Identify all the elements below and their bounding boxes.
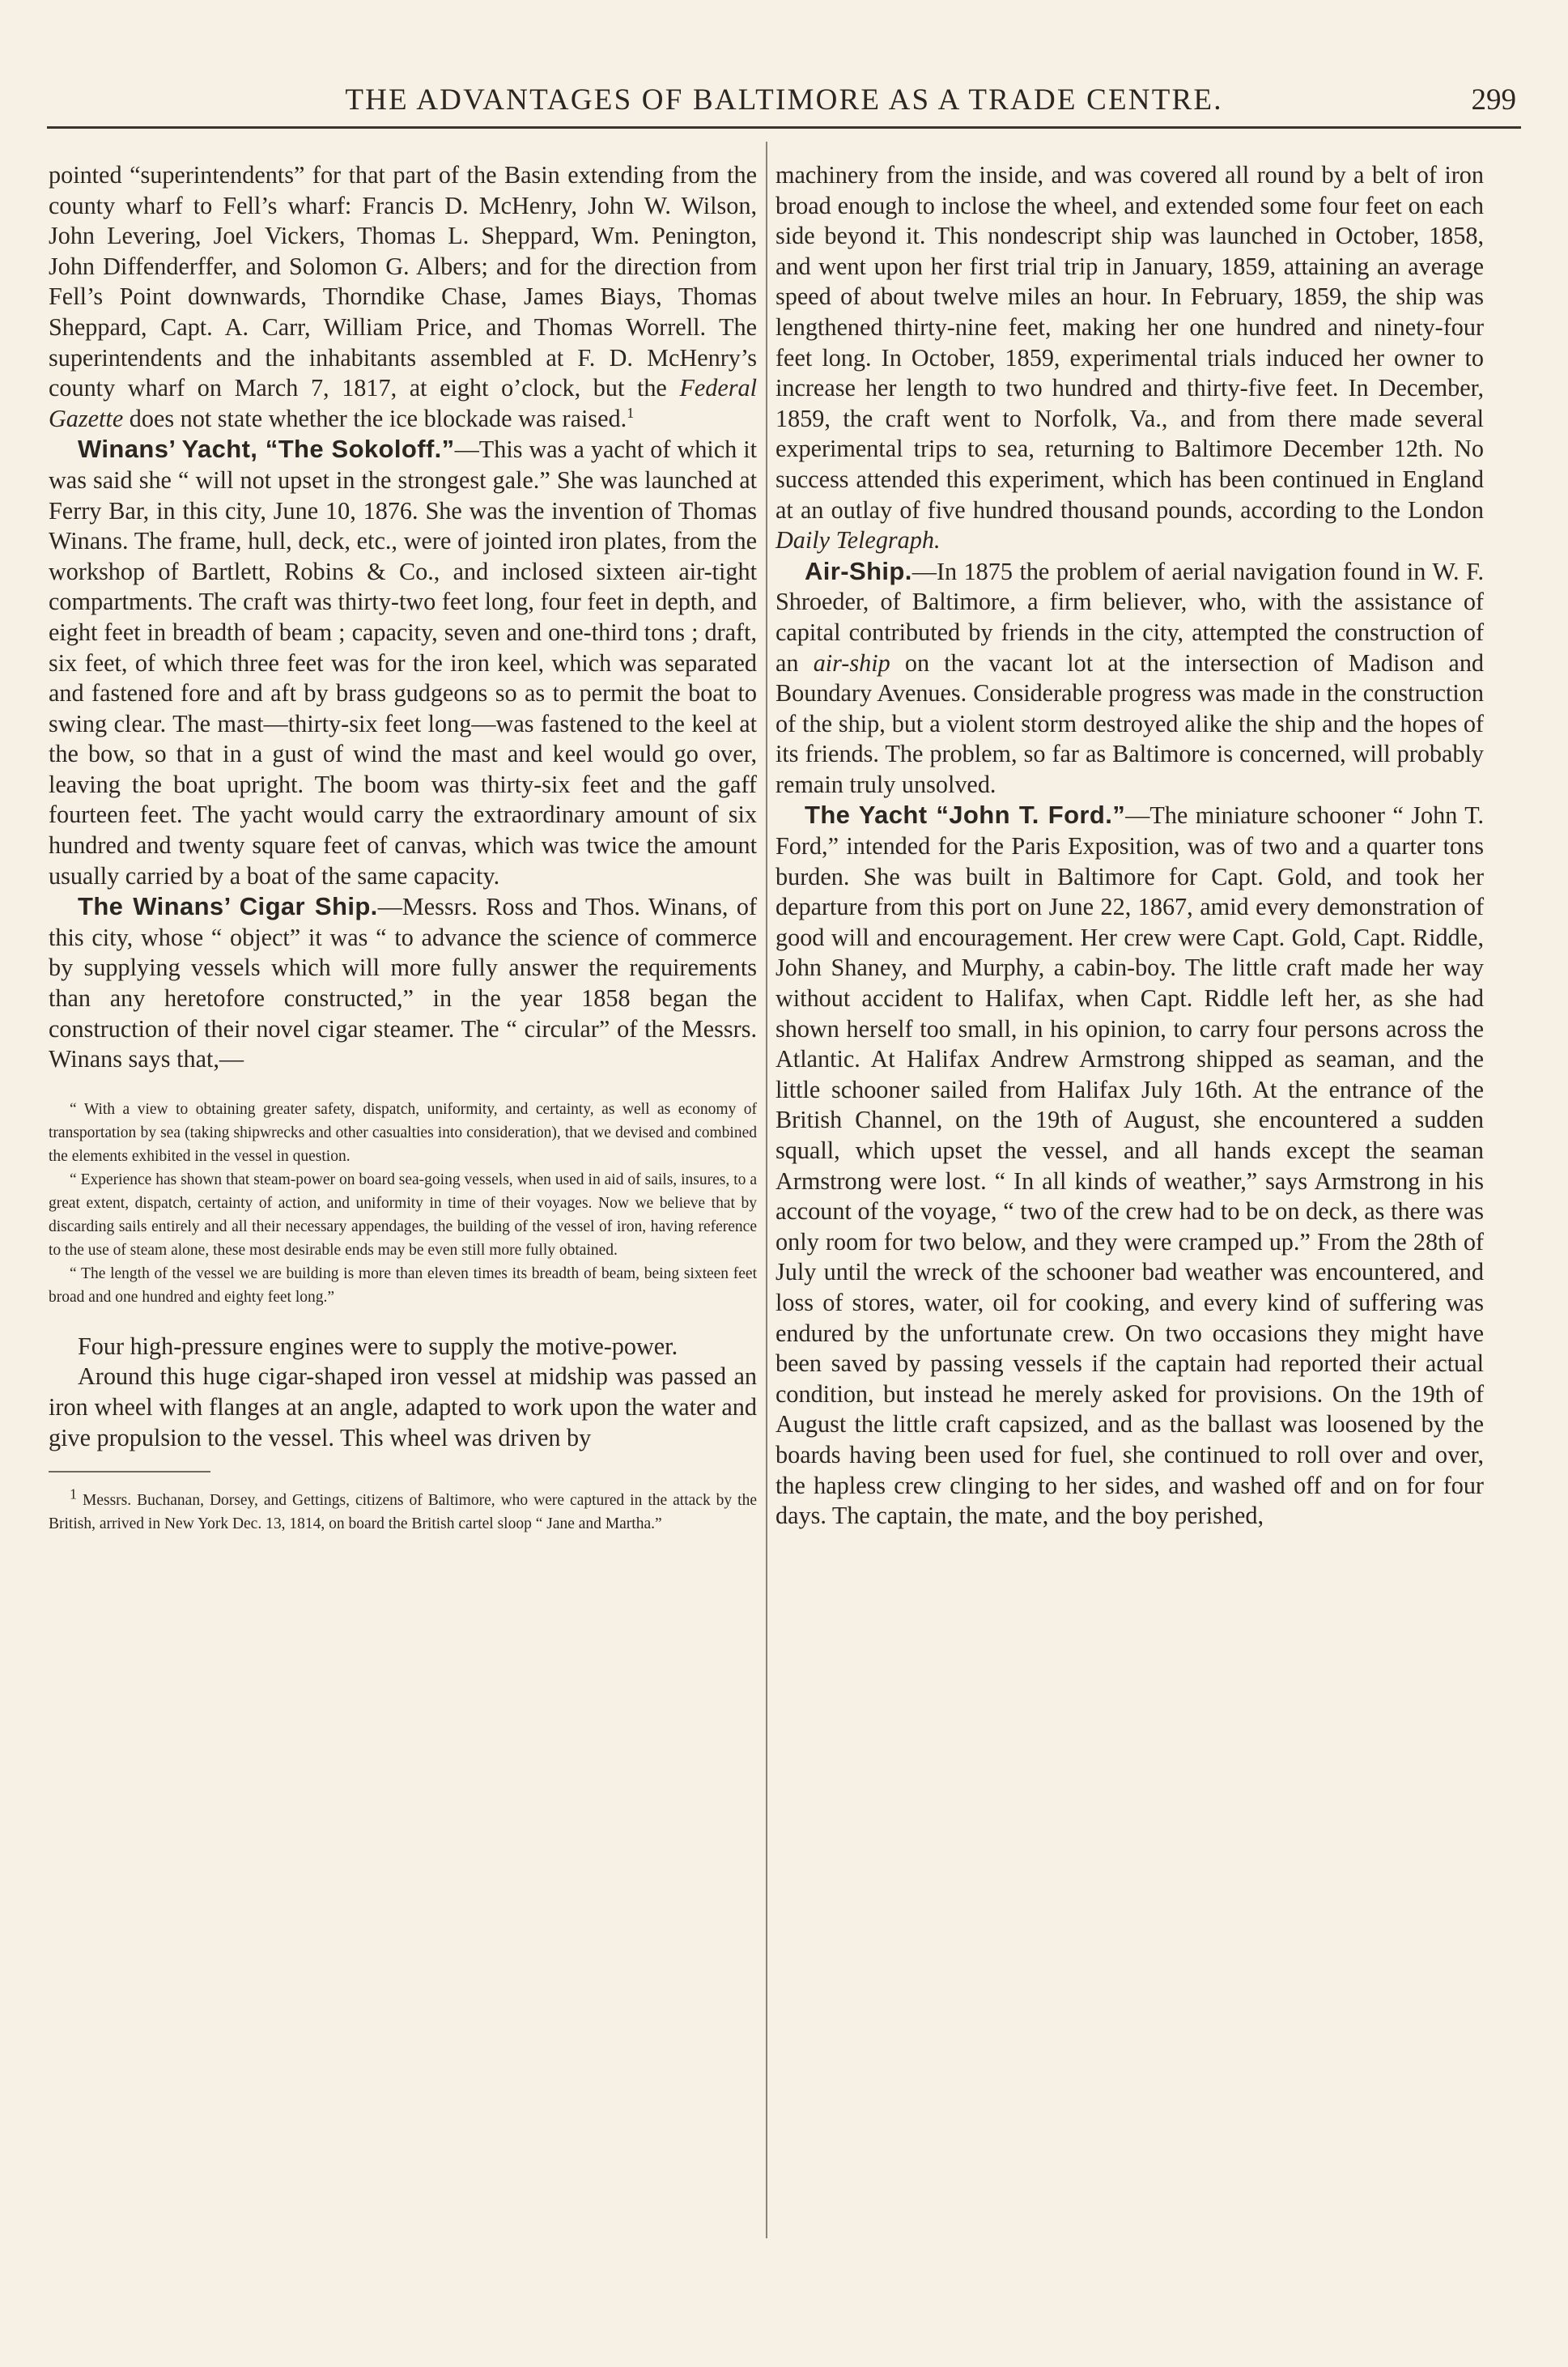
section-heading-air-ship: Air-Ship.: [805, 556, 912, 585]
quote-paragraph: “ Experience has shown that steam-power on board sea-going vessels, when used in aid of sails, insures, to a great extent, dispatch, certainty of action, and uniformity in time of their voyages. Now we believe that by discarding sails entirely and all their necessary appendages, the building of the vessel of iron, having reference to the use of steam alone, these most desirable ends may be even still more fully obtained.: [49, 1171, 757, 1259]
italic-air-ship: air-ship: [813, 648, 890, 677]
footnote-divider: [49, 1471, 210, 1472]
paragraph-text: —Messrs. Ross and Thos. Winans, of this city, whose “ object” it was “ to advance the science of commerce by supplying vessels which will more fully answer the requirements than any heretofore constructed,” in the year 1858 began the construction of their novel cigar steamer. The “ circular” of the Messrs. Winans says that,—: [49, 893, 757, 1073]
page-number: 299: [1471, 83, 1516, 117]
footnote-mark: 1: [70, 1485, 77, 1502]
section-heading-cigar-ship: The Winans’ Cigar Ship.: [78, 892, 378, 921]
footnote-ref: 1: [627, 404, 635, 421]
quote-paragraph: “ The length of the vessel we are building is more than eleven times its breadth of beam, being sixteen feet broad and one hundred and eighty feet long.”: [49, 1264, 757, 1306]
paragraph-john-t-ford: [776, 800, 1484, 1531]
italic-daily-telegraph: Daily Telegraph.: [776, 526, 941, 555]
right-column: [776, 160, 1484, 1532]
section-heading-winans-yacht: Winans’ Yacht, “The Sokoloff.”: [78, 435, 455, 464]
running-title: THE ADVANTAGES OF BALTIMORE AS A TRADE CENTRE.: [345, 83, 1223, 117]
footnote-text: Messrs. Buchanan, Dorsey, and Gettings, citizens of Baltimore, who were captured in the attack by the British, arrived in New York Dec. 13, 1814, on board the British cartel sloop “ Jane and Martha.”: [49, 1492, 757, 1533]
paragraph-text: —In 1875 the problem of aerial navigation found in W. F. Shroeder, of Baltimore, a firm believer, who, with the assistance of capital contributed by friends in the city, attempted the construction of an: [776, 557, 1484, 677]
paragraph-winans-yacht: [49, 434, 757, 891]
block-quote: [49, 1098, 757, 1309]
quote-paragraph: “ With a view to obtaining greater safety, dispatch, uniformity, and certainty, as well as economy of transportation by sea (taking shipwrecks and other casualties into consideration), that we devised and combined the elements exhibited in the vessel in question.: [49, 1100, 757, 1165]
paragraph-cigar-ship-continued: [776, 160, 1484, 556]
section-heading-john-t-ford: The Yacht “John T. Ford.”: [805, 801, 1126, 830]
footnote: [49, 1485, 757, 1536]
paragraph-text: does not state whether the ice blockade was raised.: [129, 404, 627, 432]
running-header: [47, 78, 1521, 129]
paragraph-text: pointed “superintendents” for that part of the Basin extending from the county wharf to Fell’s wharf: Francis D. McHenry, John W. Wilson, John Levering, Joel Vickers, Thomas L. Sheppard, Wm. Penington, John Diffenderffer, and Solomon G. Albers; and for the direction from Fell’s Point downwards, Thorndike Chase, James Biays, Thomas Sheppard, Capt. A. Carr, William Price, and Thomas Worrell. The superintendents and the inhabitants assembled at F. D. McHenry’s county wharf on March 7, 1817, at eight o’clock, but the: [49, 161, 757, 402]
paragraph-superintendents: [49, 160, 757, 434]
paragraph-air-ship: [776, 556, 1484, 801]
left-column: [49, 160, 757, 1536]
paragraph-cigar-ship: [49, 891, 757, 1075]
paragraph-iron-wheel: Around this huge cigar-shaped iron vessel at midship was passed an iron wheel with flanges at an angle, adapted to work upon the water and give propulsion to the vessel. This wheel was driven by: [49, 1362, 757, 1451]
paragraph-engines: Four high-pressure engines were to supply the motive-power.: [78, 1332, 678, 1360]
paragraph-text: —This was a yacht of which it was said she “ will not upset in the strongest gale.” She was launched at Ferry Bar, in this city, June 10, 1876. She was the invention of Thomas Winans. The frame, hull, deck, etc., were of jointed iron plates, from the workshop of Bartlett, Robins & Co., and inclosed sixteen air-tight compartments. The craft was thirty-two feet long, four feet in depth, and eight feet in breadth of beam ; capacity, seven and one-third tons ; draft, six feet, of which three feet was for the iron keel, which was separated and fastened fore and aft by brass gudgeons so as to permit the boat to swing clear. The mast—thirty-six feet long—was fastened to the keel at the bow, so that in a gust of wind the mast and keel would go over, leaving the boat upright. The boom was thirty-six feet and the gaff fourteen feet. The yacht would carry the extraordinary amount of six hundred and twenty square feet of canvas, which was twice the amount usually carried by a boat of the same capacity.: [49, 436, 757, 890]
paragraph-text: on the vacant lot at the intersection of Madison and Boundary Avenues. Considerable progress was made in the construction of the ship, but a violent storm destroyed alike the ship and the hopes of its friends. The problem, so far as Baltimore is concerned, will probably remain truly unsolved.: [776, 648, 1485, 798]
column-divider: [766, 142, 767, 2238]
paragraph-text: —The miniature schooner “ John T. Ford,” intended for the Paris Exposition, was of two and a quarter tons burden. She was built in Baltimore for Capt. Gold, and took her departure from this port on June 22, 1867, amid every demonstration of good will and encouragement. Her crew were Capt. Gold, Capt. Riddle, John Shaney, and Murphy, a cabin-boy. The little craft made her way without accident to Halifax, when Capt. Riddle left her, as she had shown herself too small, in his opinion, to carry four persons across the Atlantic. At Halifax Andrew Armstrong shipped as seaman, and the little schooner sailed from Halifax July 16th. At the entrance of the British Channel, on the 19th of August, she encountered a sudden squall, which upset the vessel, and all hands except the seaman Armstrong were lost. “ In all kinds of weather,” says Armstrong in his account of the voyage, “ two of the crew had to be on deck, as there was only room for two below, and they were cramped up.” From the 28th of July until the wreck of the schooner bad weather was encountered, and loss of stores, water, oil for cooking, and every kind of suffering was endured by the unfortunate crew. On two occasions they might have been saved by passing vessels if the captain had reported their actual condition, but instead he merely asked for provisions. On the 19th of August the little craft capsized, and as the ballast was loosened by the boards having been used for fuel, she continued to roll over and over, the hapless crew clinging to her sides, and washed off and on for four days. The captain, the mate, and the boy perished,: [776, 801, 1484, 1530]
paragraph-text: machinery from the inside, and was covered all round by a belt of iron broad enough to inclose the wheel, and extended some four feet on each side beyond it. This nondescript ship was launched in October, 1858, and went upon her first trial trip in January, 1859, attaining an average speed of about twelve miles an hour. In February, 1859, the ship was lengthened thirty-nine feet, making her one hundred and ninety-four feet long. In October, 1859, experimental trials induced her owner to increase her length to two hundred and thirty-five feet. In December, 1859, the craft went to Norfolk, Va., and from there made several experimental trips to sea, returning to Baltimore December 12th. No success attended this experiment, which has been continued in England at an outlay of five hundred thousand pounds, according to the London: [776, 161, 1484, 524]
italic-federal-gazette: Federal Gazette: [49, 374, 757, 432]
